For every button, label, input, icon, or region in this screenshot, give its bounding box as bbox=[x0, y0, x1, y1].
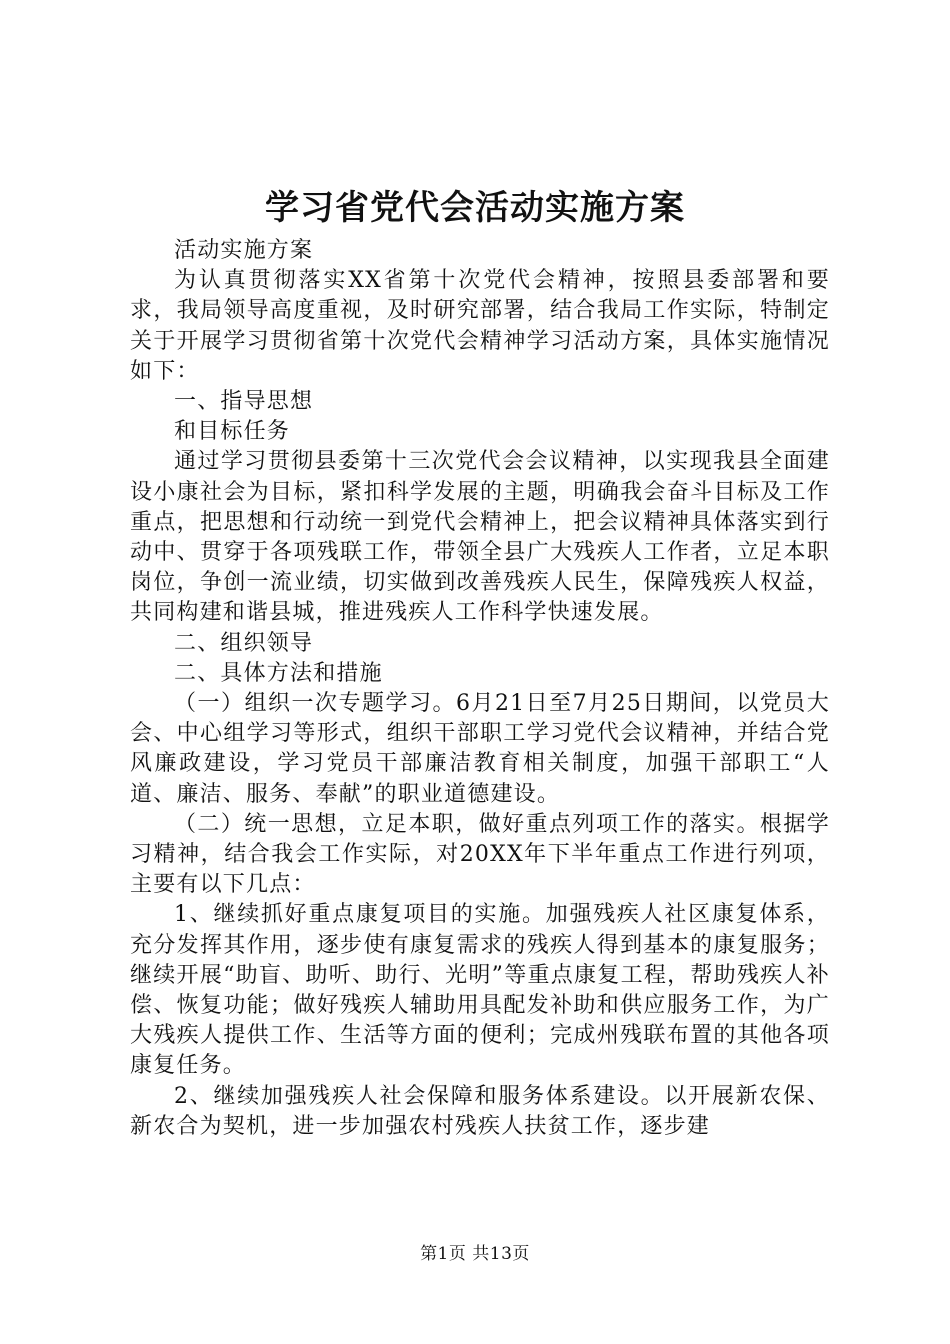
document-body bbox=[130, 236, 830, 1142]
document-title: 学习省党代会活动实施方案 bbox=[265, 188, 685, 228]
paragraph: （一）组织一次专题学习。6月21日至7月25日期间，以党员大会、中心组学习等形式，组织干部职工学习党代会议精神，并结合党风廉政建设，学习党员干部廉洁教育相关制度，加强干部职工“人道、廉洁、服务、奉献”的职业道德建设。 bbox=[130, 691, 830, 807]
page-number-footer: 第1页 共13页 bbox=[420, 1244, 530, 1264]
paragraph: （二）统一思想，立足本职，做好重点列项工作的落实。根据学习精神，结合我会工作实际，对20XX年下半年重点工作进行列项，主要有以下几点： bbox=[130, 811, 830, 898]
paragraph: 为认真贯彻落实XX省第十次党代会精神，按照县委部署和要求，我局领导高度重视，及时研究部署，结合我局工作实际，特制定关于开展学习贯彻省第十次党代会精神学习活动方案，具体实施情况如下： bbox=[130, 268, 830, 384]
paragraph: 2、继续加强残疾人社会保障和服务体系建设。以开展新农保、新农合为契机，进一步加强农村残疾人扶贫工作，逐步建 bbox=[130, 1083, 830, 1139]
paragraph: 1、继续抓好重点康复项目的实施。加强残疾人社区康复体系，充分发挥其作用，逐步使有康复需求的残疾人得到基本的康复服务；继续开展“助盲、助听、助行、光明”等重点康复工程，帮助残疾人补偿、恢复功能；做好残疾人辅助用具配发补助和供应服务工作，为广大残疾人提供工作、生活等方面的便利；完成州残联布置的其他各项康复任务。 bbox=[130, 902, 830, 1079]
section-heading: 二、组织领导 bbox=[174, 630, 314, 656]
section-heading: 二、具体方法和措施 bbox=[174, 660, 383, 686]
paragraph: 通过学习贯彻县委第十三次党代会会议精神，以实现我县全面建设小康社会为目标，紧扣科学发展的主题，明确我会奋斗目标及工作重点，把思想和行动统一到党代会精神上，把会议精神具体落实到行动中、贯穿于各项残联工作，带领全县广大残疾人工作者，立足本职岗位，争创一流业绩，切实做到改善残疾人民生，保障残疾人权益，共同构建和谐县城，推进残疾人工作科学快速发展。 bbox=[130, 449, 830, 626]
section-heading: 和目标任务 bbox=[174, 419, 291, 445]
section-heading: 一、指导思想 bbox=[174, 389, 314, 415]
paragraph: 活动实施方案 bbox=[174, 238, 314, 263]
